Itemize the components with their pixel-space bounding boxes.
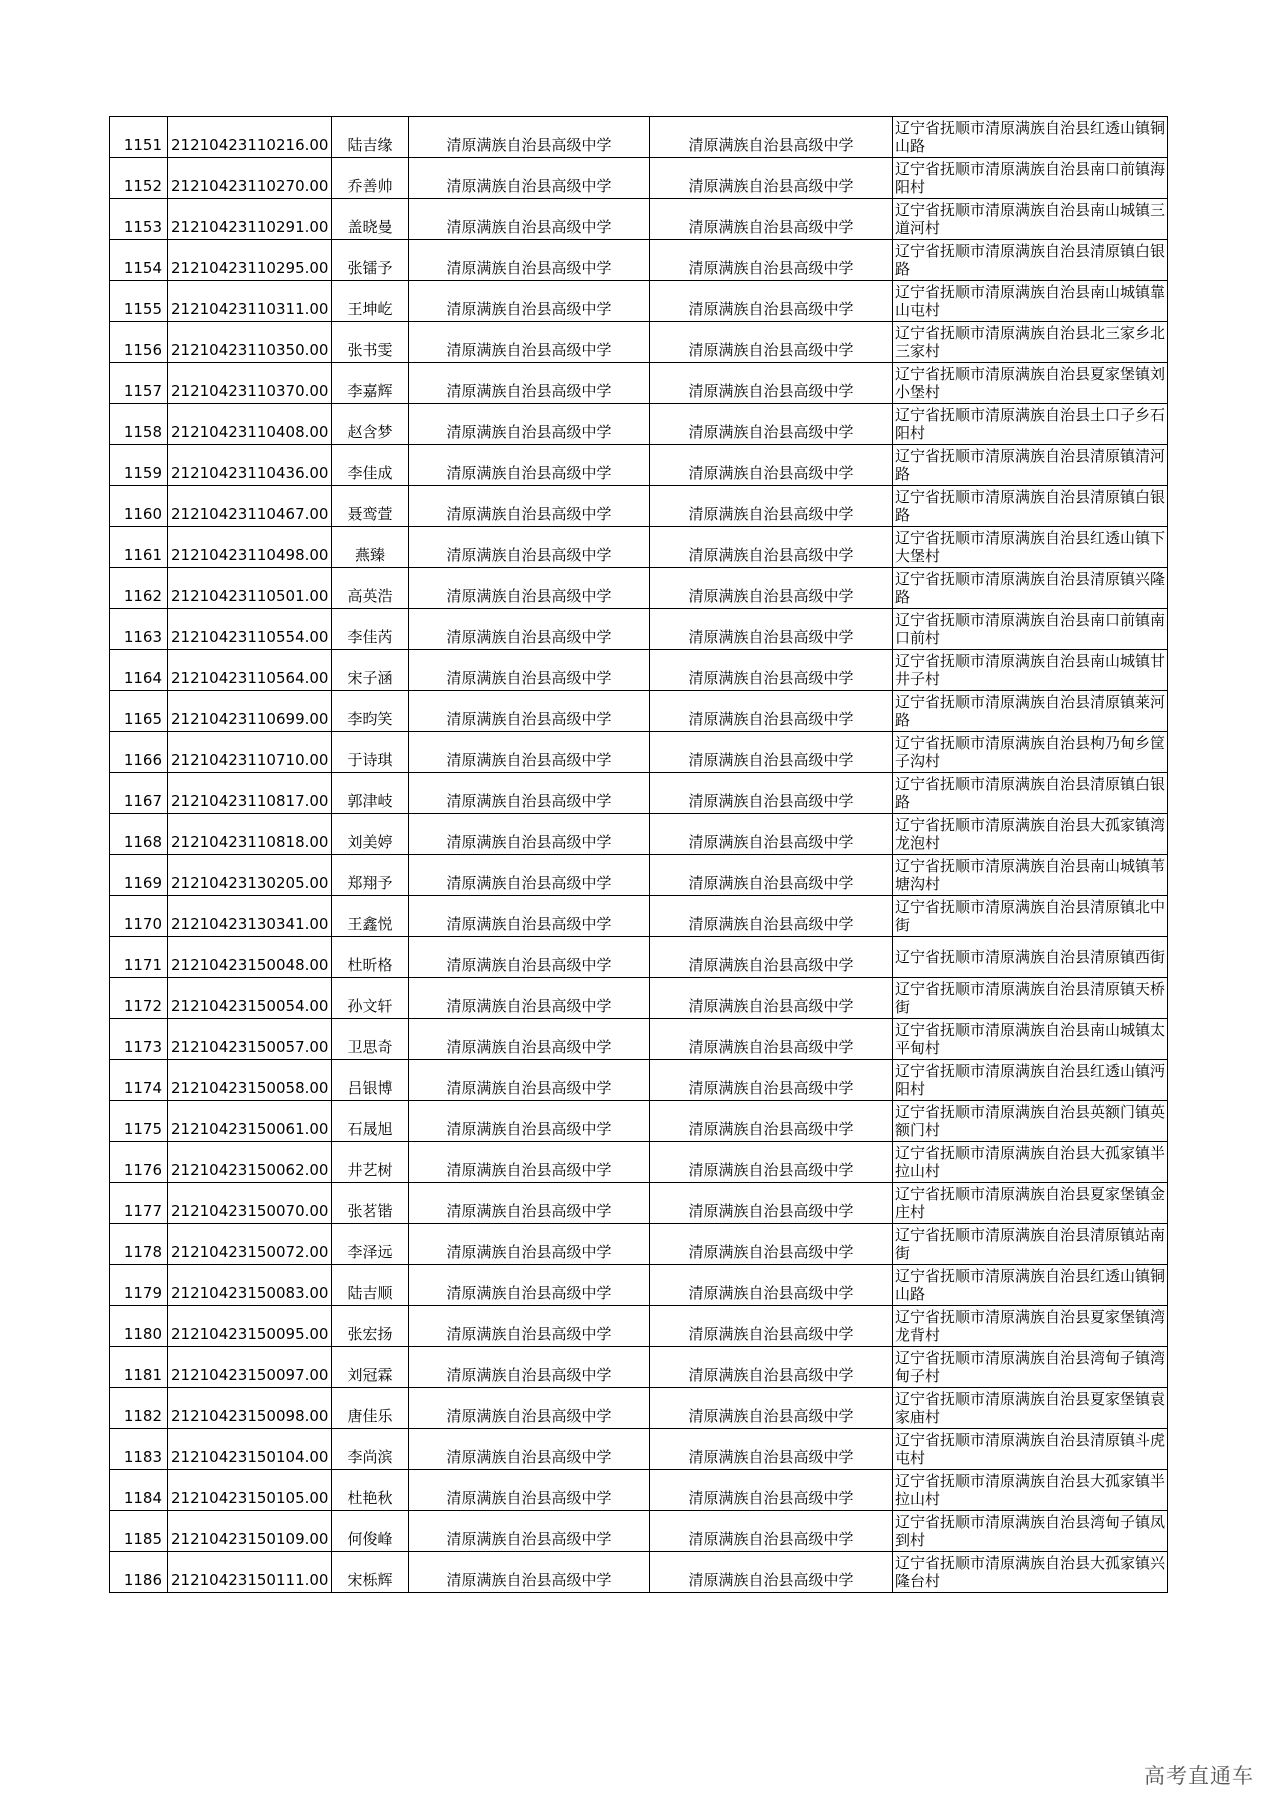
- home-address-cell: 辽宁省抚顺市清原满族自治县南山城镇苇塘沟村: [893, 855, 1168, 896]
- row-index-cell: 1179: [110, 1265, 168, 1306]
- graduated-school-cell: 清原满族自治县高级中学: [650, 404, 893, 445]
- school-name-cell: 清原满族自治县高级中学: [409, 1265, 650, 1306]
- table-body: [110, 117, 1168, 1593]
- graduated-school-cell: 清原满族自治县高级中学: [650, 1101, 893, 1142]
- school-name-cell: 清原满族自治县高级中学: [409, 363, 650, 404]
- graduated-school-cell: 清原满族自治县高级中学: [650, 486, 893, 527]
- table-row: [110, 1224, 1168, 1265]
- home-address-cell: 辽宁省抚顺市清原满族自治县大孤家镇半拉山村: [893, 1142, 1168, 1183]
- exam-id-cell: 21210423110216.00: [168, 117, 332, 158]
- row-index-cell: 1158: [110, 404, 168, 445]
- graduated-school-cell: 清原满族自治县高级中学: [650, 1429, 893, 1470]
- exam-id-cell: 21210423110291.00: [168, 199, 332, 240]
- table-row: [110, 117, 1168, 158]
- school-name-cell: 清原满族自治县高级中学: [409, 732, 650, 773]
- table-row: [110, 650, 1168, 691]
- home-address-cell: 辽宁省抚顺市清原满族自治县红透山镇铜山路: [893, 1265, 1168, 1306]
- exam-id-cell: 21210423150083.00: [168, 1265, 332, 1306]
- school-name-cell: 清原满族自治县高级中学: [409, 322, 650, 363]
- school-name-cell: 清原满族自治县高级中学: [409, 650, 650, 691]
- school-name-cell: 清原满族自治县高级中学: [409, 486, 650, 527]
- row-index-cell: 1173: [110, 1019, 168, 1060]
- row-index-cell: 1168: [110, 814, 168, 855]
- table-row: [110, 486, 1168, 527]
- graduated-school-cell: 清原满族自治县高级中学: [650, 363, 893, 404]
- graduated-school-cell: 清原满族自治县高级中学: [650, 691, 893, 732]
- school-name-cell: 清原满族自治县高级中学: [409, 1429, 650, 1470]
- exam-id-cell: 21210423110817.00: [168, 773, 332, 814]
- row-index-cell: 1161: [110, 527, 168, 568]
- home-address-cell: 辽宁省抚顺市清原满族自治县南口前镇海阳村: [893, 158, 1168, 199]
- student-name-cell: 李泽远: [332, 1224, 409, 1265]
- home-address-cell: 辽宁省抚顺市清原满族自治县大孤家镇湾龙泡村: [893, 814, 1168, 855]
- student-name-cell: 王坤屹: [332, 281, 409, 322]
- home-address-cell: 辽宁省抚顺市清原满族自治县清原镇斗虎屯村: [893, 1429, 1168, 1470]
- table-row: [110, 281, 1168, 322]
- exam-id-cell: 21210423150057.00: [168, 1019, 332, 1060]
- row-index-cell: 1165: [110, 691, 168, 732]
- row-index-cell: 1164: [110, 650, 168, 691]
- watermark-text: 高考直通车: [1144, 1764, 1254, 1788]
- student-name-cell: 高英浩: [332, 568, 409, 609]
- home-address-cell: 辽宁省抚顺市清原满族自治县清原镇白银路: [893, 773, 1168, 814]
- student-name-cell: 刘冠霖: [332, 1347, 409, 1388]
- exam-id-cell: 21210423150048.00: [168, 937, 332, 978]
- home-address-cell: 辽宁省抚顺市清原满族自治县湾甸子镇凤到村: [893, 1511, 1168, 1552]
- table-row: [110, 1347, 1168, 1388]
- home-address-cell: 辽宁省抚顺市清原满族自治县大孤家镇兴隆台村: [893, 1552, 1168, 1593]
- student-name-cell: 陆吉缘: [332, 117, 409, 158]
- graduated-school-cell: 清原满族自治县高级中学: [650, 896, 893, 937]
- student-name-cell: 宋栎辉: [332, 1552, 409, 1593]
- graduated-school-cell: 清原满族自治县高级中学: [650, 199, 893, 240]
- exam-id-cell: 21210423150098.00: [168, 1388, 332, 1429]
- table-row: [110, 814, 1168, 855]
- home-address-cell: 辽宁省抚顺市清原满族自治县夏家堡镇袁家庙村: [893, 1388, 1168, 1429]
- exam-id-cell: 21210423110295.00: [168, 240, 332, 281]
- row-index-cell: 1154: [110, 240, 168, 281]
- graduated-school-cell: 清原满族自治县高级中学: [650, 1347, 893, 1388]
- school-name-cell: 清原满族自治县高级中学: [409, 814, 650, 855]
- school-name-cell: 清原满族自治县高级中学: [409, 1552, 650, 1593]
- row-index-cell: 1160: [110, 486, 168, 527]
- row-index-cell: 1155: [110, 281, 168, 322]
- home-address-cell: 辽宁省抚顺市清原满族自治县南山城镇三道河村: [893, 199, 1168, 240]
- row-index-cell: 1181: [110, 1347, 168, 1388]
- school-name-cell: 清原满族自治县高级中学: [409, 1306, 650, 1347]
- graduated-school-cell: 清原满族自治县高级中学: [650, 937, 893, 978]
- student-name-cell: 郭津岐: [332, 773, 409, 814]
- table-row: [110, 199, 1168, 240]
- exam-id-cell: 21210423110710.00: [168, 732, 332, 773]
- school-name-cell: 清原满族自治县高级中学: [409, 445, 650, 486]
- exam-id-cell: 21210423110699.00: [168, 691, 332, 732]
- graduated-school-cell: 清原满族自治县高级中学: [650, 1306, 893, 1347]
- school-name-cell: 清原满族自治县高级中学: [409, 1101, 650, 1142]
- graduated-school-cell: 清原满族自治县高级中学: [650, 855, 893, 896]
- home-address-cell: 辽宁省抚顺市清原满族自治县北三家乡北三家村: [893, 322, 1168, 363]
- graduated-school-cell: 清原满族自治县高级中学: [650, 1470, 893, 1511]
- exam-id-cell: 21210423150061.00: [168, 1101, 332, 1142]
- exam-id-cell: 21210423150095.00: [168, 1306, 332, 1347]
- exam-id-cell: 21210423110408.00: [168, 404, 332, 445]
- graduated-school-cell: 清原满族自治县高级中学: [650, 158, 893, 199]
- home-address-cell: 辽宁省抚顺市清原满族自治县清原镇白银路: [893, 486, 1168, 527]
- graduated-school-cell: 清原满族自治县高级中学: [650, 1224, 893, 1265]
- exam-id-cell: 21210423150109.00: [168, 1511, 332, 1552]
- row-index-cell: 1176: [110, 1142, 168, 1183]
- home-address-cell: 辽宁省抚顺市清原满族自治县土口子乡石阳村: [893, 404, 1168, 445]
- graduated-school-cell: 清原满族自治县高级中学: [650, 240, 893, 281]
- graduated-school-cell: 清原满族自治县高级中学: [650, 527, 893, 568]
- student-name-cell: 李佳成: [332, 445, 409, 486]
- school-name-cell: 清原满族自治县高级中学: [409, 937, 650, 978]
- table-row: [110, 1101, 1168, 1142]
- student-name-cell: 李嘉辉: [332, 363, 409, 404]
- row-index-cell: 1167: [110, 773, 168, 814]
- student-name-cell: 张宏扬: [332, 1306, 409, 1347]
- school-name-cell: 清原满族自治县高级中学: [409, 1347, 650, 1388]
- school-name-cell: 清原满族自治县高级中学: [409, 527, 650, 568]
- table-row: [110, 855, 1168, 896]
- table-row: [110, 404, 1168, 445]
- exam-id-cell: 21210423110370.00: [168, 363, 332, 404]
- school-name-cell: 清原满族自治县高级中学: [409, 404, 650, 445]
- exam-id-cell: 21210423150058.00: [168, 1060, 332, 1101]
- table-row: [110, 691, 1168, 732]
- graduated-school-cell: 清原满族自治县高级中学: [650, 609, 893, 650]
- row-index-cell: 1157: [110, 363, 168, 404]
- student-name-cell: 杜艳秋: [332, 1470, 409, 1511]
- row-index-cell: 1182: [110, 1388, 168, 1429]
- row-index-cell: 1159: [110, 445, 168, 486]
- table-row: [110, 978, 1168, 1019]
- exam-id-cell: 21210423130341.00: [168, 896, 332, 937]
- student-name-cell: 张茗锴: [332, 1183, 409, 1224]
- exam-id-cell: 21210423110270.00: [168, 158, 332, 199]
- graduated-school-cell: 清原满族自治县高级中学: [650, 650, 893, 691]
- school-name-cell: 清原满族自治县高级中学: [409, 281, 650, 322]
- exam-id-cell: 21210423110498.00: [168, 527, 332, 568]
- exam-id-cell: 21210423150070.00: [168, 1183, 332, 1224]
- row-index-cell: 1153: [110, 199, 168, 240]
- table-row: [110, 1183, 1168, 1224]
- graduated-school-cell: 清原满族自治县高级中学: [650, 1019, 893, 1060]
- table-row: [110, 1142, 1168, 1183]
- row-index-cell: 1163: [110, 609, 168, 650]
- home-address-cell: 辽宁省抚顺市清原满族自治县红透山镇下大堡村: [893, 527, 1168, 568]
- school-name-cell: 清原满族自治县高级中学: [409, 1142, 650, 1183]
- row-index-cell: 1174: [110, 1060, 168, 1101]
- exam-id-cell: 21210423110350.00: [168, 322, 332, 363]
- home-address-cell: 辽宁省抚顺市清原满族自治县清原镇天桥街: [893, 978, 1168, 1019]
- table-row: [110, 322, 1168, 363]
- row-index-cell: 1177: [110, 1183, 168, 1224]
- school-name-cell: 清原满族自治县高级中学: [409, 773, 650, 814]
- exam-id-cell: 21210423110554.00: [168, 609, 332, 650]
- school-name-cell: 清原满族自治县高级中学: [409, 1060, 650, 1101]
- table-row: [110, 568, 1168, 609]
- home-address-cell: 辽宁省抚顺市清原满族自治县清原镇兴隆路: [893, 568, 1168, 609]
- school-name-cell: 清原满族自治县高级中学: [409, 691, 650, 732]
- home-address-cell: 辽宁省抚顺市清原满族自治县清原镇西街: [893, 937, 1168, 978]
- home-address-cell: 辽宁省抚顺市清原满族自治县清原镇白银路: [893, 240, 1168, 281]
- school-name-cell: 清原满族自治县高级中学: [409, 1224, 650, 1265]
- table-row: [110, 527, 1168, 568]
- student-name-cell: 王鑫悦: [332, 896, 409, 937]
- row-index-cell: 1171: [110, 937, 168, 978]
- student-name-cell: 刘美婷: [332, 814, 409, 855]
- exam-id-cell: 21210423110501.00: [168, 568, 332, 609]
- graduated-school-cell: 清原满族自治县高级中学: [650, 117, 893, 158]
- student-list-table: [109, 116, 1168, 1593]
- exam-id-cell: 21210423150062.00: [168, 1142, 332, 1183]
- table-row: [110, 1019, 1168, 1060]
- exam-id-cell: 21210423150111.00: [168, 1552, 332, 1593]
- graduated-school-cell: 清原满族自治县高级中学: [650, 773, 893, 814]
- student-name-cell: 聂鸾萱: [332, 486, 409, 527]
- student-name-cell: 盖晓曼: [332, 199, 409, 240]
- student-name-cell: 孙文轩: [332, 978, 409, 1019]
- row-index-cell: 1152: [110, 158, 168, 199]
- table-row: [110, 896, 1168, 937]
- graduated-school-cell: 清原满族自治县高级中学: [650, 978, 893, 1019]
- student-name-cell: 李佳芮: [332, 609, 409, 650]
- home-address-cell: 辽宁省抚顺市清原满族自治县夏家堡镇金庄村: [893, 1183, 1168, 1224]
- school-name-cell: 清原满族自治县高级中学: [409, 855, 650, 896]
- student-name-cell: 杜昕格: [332, 937, 409, 978]
- graduated-school-cell: 清原满族自治县高级中学: [650, 1183, 893, 1224]
- exam-id-cell: 21210423110467.00: [168, 486, 332, 527]
- home-address-cell: 辽宁省抚顺市清原满族自治县南山城镇甘井子村: [893, 650, 1168, 691]
- row-index-cell: 1170: [110, 896, 168, 937]
- exam-id-cell: 21210423150104.00: [168, 1429, 332, 1470]
- row-index-cell: 1184: [110, 1470, 168, 1511]
- home-address-cell: 辽宁省抚顺市清原满族自治县南山城镇靠山屯村: [893, 281, 1168, 322]
- student-name-cell: 石晟旭: [332, 1101, 409, 1142]
- table-row: [110, 1388, 1168, 1429]
- school-name-cell: 清原满族自治县高级中学: [409, 117, 650, 158]
- table-row: [110, 1429, 1168, 1470]
- table-row: [110, 773, 1168, 814]
- row-index-cell: 1162: [110, 568, 168, 609]
- school-name-cell: 清原满族自治县高级中学: [409, 1388, 650, 1429]
- row-index-cell: 1172: [110, 978, 168, 1019]
- home-address-cell: 辽宁省抚顺市清原满族自治县大孤家镇半拉山村: [893, 1470, 1168, 1511]
- graduated-school-cell: 清原满族自治县高级中学: [650, 322, 893, 363]
- table-row: [110, 158, 1168, 199]
- school-name-cell: 清原满族自治县高级中学: [409, 896, 650, 937]
- graduated-school-cell: 清原满族自治县高级中学: [650, 281, 893, 322]
- home-address-cell: 辽宁省抚顺市清原满族自治县湾甸子镇湾甸子村: [893, 1347, 1168, 1388]
- graduated-school-cell: 清原满族自治县高级中学: [650, 1552, 893, 1593]
- row-index-cell: 1169: [110, 855, 168, 896]
- exam-id-cell: 21210423110818.00: [168, 814, 332, 855]
- graduated-school-cell: 清原满族自治县高级中学: [650, 1060, 893, 1101]
- school-name-cell: 清原满族自治县高级中学: [409, 158, 650, 199]
- graduated-school-cell: 清原满族自治县高级中学: [650, 814, 893, 855]
- student-name-cell: 唐佳乐: [332, 1388, 409, 1429]
- school-name-cell: 清原满族自治县高级中学: [409, 240, 650, 281]
- home-address-cell: 辽宁省抚顺市清原满族自治县清原镇莱河路: [893, 691, 1168, 732]
- graduated-school-cell: 清原满族自治县高级中学: [650, 445, 893, 486]
- home-address-cell: 辽宁省抚顺市清原满族自治县红透山镇铜山路: [893, 117, 1168, 158]
- student-name-cell: 李昀笑: [332, 691, 409, 732]
- table-row: [110, 1470, 1168, 1511]
- student-name-cell: 陆吉顺: [332, 1265, 409, 1306]
- row-index-cell: 1166: [110, 732, 168, 773]
- graduated-school-cell: 清原满族自治县高级中学: [650, 568, 893, 609]
- school-name-cell: 清原满族自治县高级中学: [409, 1019, 650, 1060]
- exam-id-cell: 21210423150105.00: [168, 1470, 332, 1511]
- school-name-cell: 清原满族自治县高级中学: [409, 978, 650, 1019]
- row-index-cell: 1156: [110, 322, 168, 363]
- school-name-cell: 清原满族自治县高级中学: [409, 1183, 650, 1224]
- table-row: [110, 937, 1168, 978]
- exam-id-cell: 21210423130205.00: [168, 855, 332, 896]
- row-index-cell: 1185: [110, 1511, 168, 1552]
- table-row: [110, 363, 1168, 404]
- student-name-cell: 张镭予: [332, 240, 409, 281]
- student-name-cell: 于诗琪: [332, 732, 409, 773]
- student-name-cell: 宋子涵: [332, 650, 409, 691]
- exam-id-cell: 21210423150054.00: [168, 978, 332, 1019]
- graduated-school-cell: 清原满族自治县高级中学: [650, 732, 893, 773]
- exam-id-cell: 21210423150072.00: [168, 1224, 332, 1265]
- table-row: [110, 732, 1168, 773]
- exam-id-cell: 21210423110564.00: [168, 650, 332, 691]
- home-address-cell: 辽宁省抚顺市清原满族自治县南口前镇南口前村: [893, 609, 1168, 650]
- home-address-cell: 辽宁省抚顺市清原满族自治县英额门镇英额门村: [893, 1101, 1168, 1142]
- home-address-cell: 辽宁省抚顺市清原满族自治县夏家堡镇刘小堡村: [893, 363, 1168, 404]
- student-name-cell: 燕臻: [332, 527, 409, 568]
- graduated-school-cell: 清原满族自治县高级中学: [650, 1265, 893, 1306]
- student-name-cell: 李尚滨: [332, 1429, 409, 1470]
- table-row: [110, 1265, 1168, 1306]
- student-name-cell: 乔善帅: [332, 158, 409, 199]
- home-address-cell: 辽宁省抚顺市清原满族自治县清原镇北中街: [893, 896, 1168, 937]
- school-name-cell: 清原满族自治县高级中学: [409, 1511, 650, 1552]
- school-name-cell: 清原满族自治县高级中学: [409, 199, 650, 240]
- table-row: [110, 1552, 1168, 1593]
- row-index-cell: 1183: [110, 1429, 168, 1470]
- table-row: [110, 609, 1168, 650]
- graduated-school-cell: 清原满族自治县高级中学: [650, 1142, 893, 1183]
- student-name-cell: 吕银博: [332, 1060, 409, 1101]
- table-row: [110, 1511, 1168, 1552]
- home-address-cell: 辽宁省抚顺市清原满族自治县枸乃甸乡筐子沟村: [893, 732, 1168, 773]
- table-row: [110, 445, 1168, 486]
- row-index-cell: 1186: [110, 1552, 168, 1593]
- graduated-school-cell: 清原满族自治县高级中学: [650, 1388, 893, 1429]
- home-address-cell: 辽宁省抚顺市清原满族自治县清原镇清河路: [893, 445, 1168, 486]
- student-name-cell: 郑翔予: [332, 855, 409, 896]
- table-row: [110, 1306, 1168, 1347]
- row-index-cell: 1151: [110, 117, 168, 158]
- student-name-cell: 卫思奇: [332, 1019, 409, 1060]
- exam-id-cell: 21210423110311.00: [168, 281, 332, 322]
- home-address-cell: 辽宁省抚顺市清原满族自治县清原镇站南街: [893, 1224, 1168, 1265]
- school-name-cell: 清原满族自治县高级中学: [409, 568, 650, 609]
- student-name-cell: 井艺树: [332, 1142, 409, 1183]
- home-address-cell: 辽宁省抚顺市清原满族自治县南山城镇太平甸村: [893, 1019, 1168, 1060]
- table-row: [110, 240, 1168, 281]
- school-name-cell: 清原满族自治县高级中学: [409, 609, 650, 650]
- table-row: [110, 1060, 1168, 1101]
- student-name-cell: 赵含梦: [332, 404, 409, 445]
- exam-id-cell: 21210423150097.00: [168, 1347, 332, 1388]
- row-index-cell: 1180: [110, 1306, 168, 1347]
- home-address-cell: 辽宁省抚顺市清原满族自治县夏家堡镇湾龙背村: [893, 1306, 1168, 1347]
- row-index-cell: 1175: [110, 1101, 168, 1142]
- student-name-cell: 何俊峰: [332, 1511, 409, 1552]
- row-index-cell: 1178: [110, 1224, 168, 1265]
- home-address-cell: 辽宁省抚顺市清原满族自治县红透山镇沔阳村: [893, 1060, 1168, 1101]
- graduated-school-cell: 清原满族自治县高级中学: [650, 1511, 893, 1552]
- school-name-cell: 清原满族自治县高级中学: [409, 1470, 650, 1511]
- exam-id-cell: 21210423110436.00: [168, 445, 332, 486]
- student-name-cell: 张书雯: [332, 322, 409, 363]
